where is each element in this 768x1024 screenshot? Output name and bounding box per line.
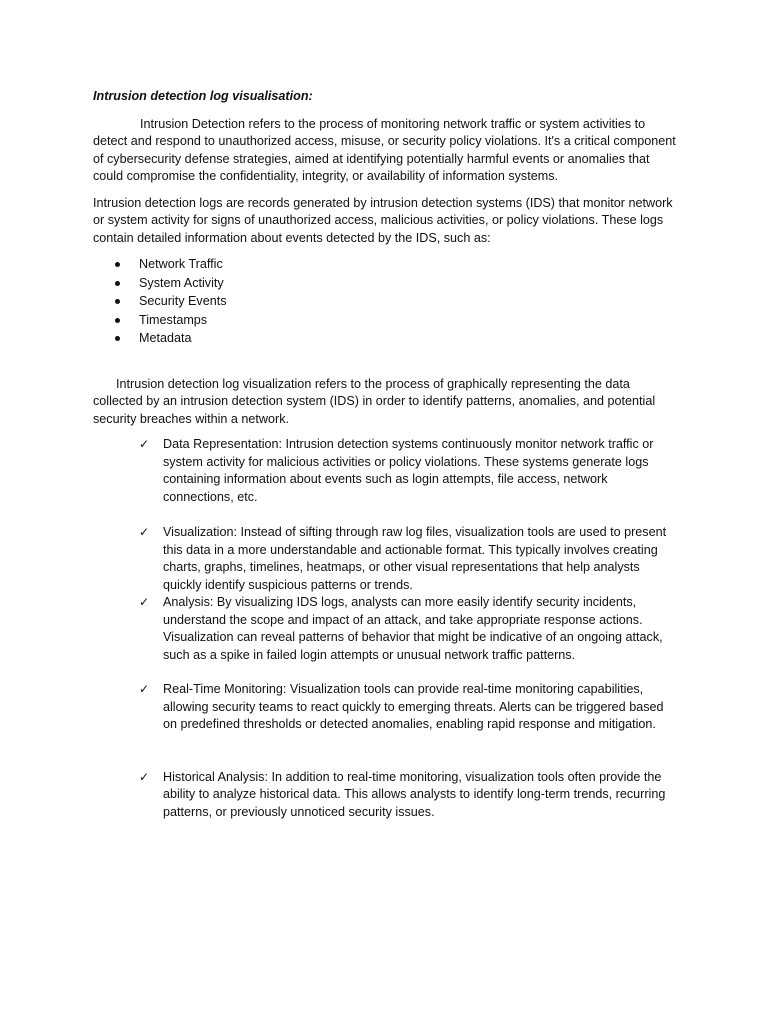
- document-title: Intrusion detection log visualisation:: [93, 89, 313, 103]
- bullet-icon: [115, 262, 120, 267]
- paragraph-intrusion-logs: Intrusion detection logs are records generated by intrusion detection systems (IDS) that monitor network or system activity for signs of unauthorized access, malicious activities, or policy violations. These logs contain detailed information about events detected by the IDS, such as:: [93, 195, 673, 245]
- visualization-checklist: [93, 436, 678, 821]
- paragraph-log-visualization: Intrusion detection log visualization refers to the process of graphically representing the data collected by an intrusion detection system (IDS) in order to identify patterns, anomalies, and potential security breaches within a network.: [93, 376, 656, 426]
- document-body: [93, 88, 678, 821]
- list-item-label: System Activity: [139, 275, 224, 290]
- list-item: [139, 275, 678, 294]
- bullet-icon: [115, 318, 120, 323]
- checkmark-icon: ✓: [139, 525, 150, 539]
- bullet-icon: [115, 281, 120, 286]
- checklist-item: [139, 594, 678, 664]
- checklist-item: [139, 769, 678, 822]
- list-item: [139, 330, 678, 349]
- list-item-label: Metadata: [139, 331, 192, 345]
- list-item: [139, 256, 678, 275]
- checkmark-icon: ✓: [139, 682, 150, 696]
- list-item-label: Security Events: [139, 294, 227, 308]
- checklist-item-text: Historical Analysis: In addition to real-time monitoring, visualization tools often provide the ability to analyze historical data. This allows analysts to identify long-term trends, recurring patterns, or previously unnoticed security issues.: [163, 769, 666, 819]
- checklist-item-text: Visualization: Instead of sifting through raw log files, visualization tools are used to present this data in a more understandable and actionable format. This typically involves creating charts, graphs, timelines, heatmaps, or other visual representations that help analysts quickly identify suspicious patterns or trends.: [163, 525, 667, 592]
- list-item-label: Network Traffic: [139, 257, 223, 271]
- list-item: [139, 312, 678, 331]
- checkmark-icon: ✓: [139, 595, 150, 609]
- checklist-item: [139, 524, 678, 594]
- checklist-item: [139, 436, 678, 506]
- list-item-label: Timestamps: [139, 312, 208, 327]
- checklist-item-text: Data Representation: Intrusion detection systems continuously monitor network traffic or system activity for malicious activities or policy violations. These systems generate logs containing information about events such as login attempts, file access, network connections, etc.: [163, 437, 654, 504]
- checklist-item-text: Real-Time Monitoring: Visualization tools can provide real-time monitoring capabilities, allowing security teams to react quickly to emerging threats. Alerts can be triggered based on predefined thresholds or detected anomalies, enabling rapid response and mitigation.: [163, 682, 664, 731]
- checkmark-icon: ✓: [139, 769, 150, 784]
- bullet-icon: [115, 299, 120, 304]
- checklist-item-text: Analysis: By visualizing IDS logs, analysts can more easily identify security incidents, understand the scope and impact of an attack, and take appropriate response actions. Visualization can reveal patterns of behavior that might be indicative of an ongoing attack, such as a spike in failed login attempts or unusual network traffic patterns.: [163, 595, 663, 662]
- log-contents-list: [93, 256, 678, 349]
- checklist-item: [139, 681, 678, 734]
- bullet-icon: [115, 336, 120, 341]
- list-item: [139, 293, 678, 312]
- paragraph-intrusion-detection: Intrusion Detection refers to the process of monitoring network traffic or system activities to detect and respond to unauthorized access, misuse, or security policy violations. It's a critical component of cybersecurity defense strategies, aimed at identifying potentially harmful events or anomalies that could compromise the confidentiality, integrity, or availability of information systems.: [93, 116, 676, 183]
- checkmark-icon: ✓: [139, 437, 150, 451]
